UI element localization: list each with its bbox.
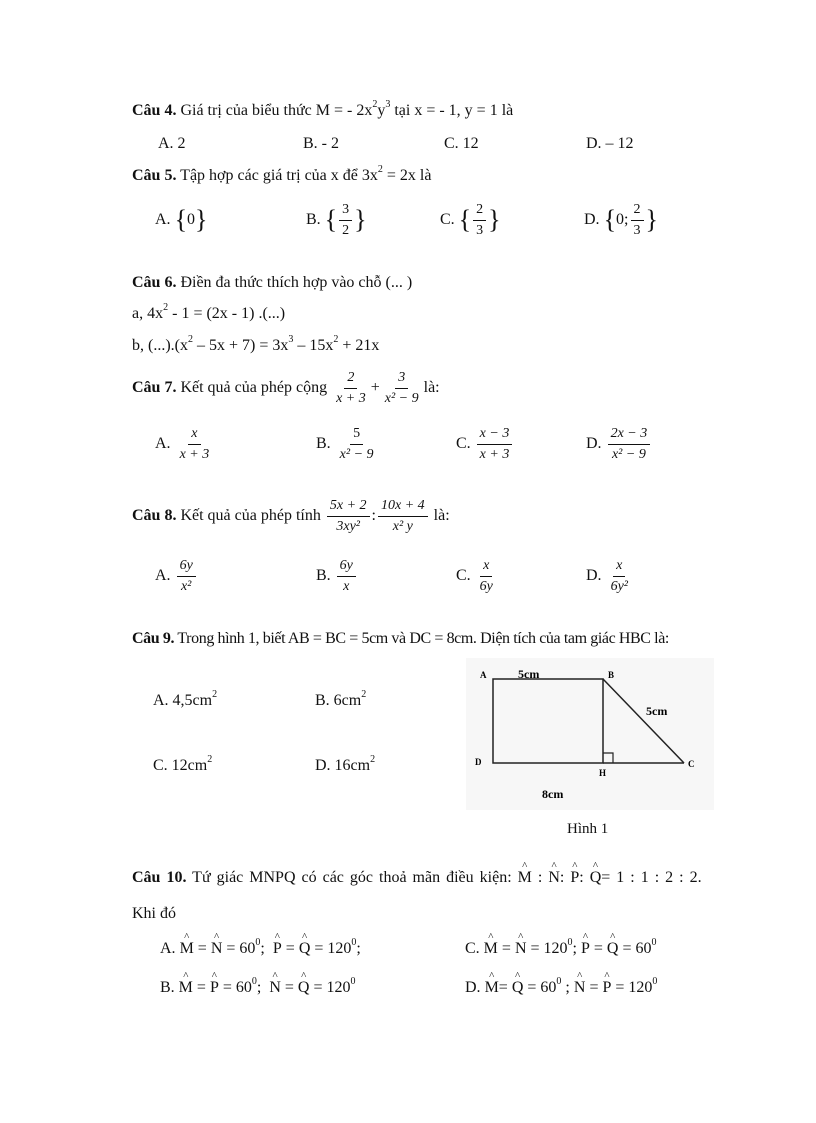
exponent: 2	[212, 689, 218, 700]
plus-sign: +	[370, 379, 380, 396]
denominator: x² − 9	[339, 446, 374, 462]
point-label-c: C	[688, 759, 695, 769]
angle-q: ^ Q	[607, 940, 619, 958]
fraction	[337, 426, 377, 463]
fraction	[337, 558, 356, 595]
numerator: x	[613, 558, 625, 577]
brace-right: }	[488, 205, 501, 234]
numerator: 3	[339, 202, 352, 221]
option-c: C. ^ M = ^ $N = 120^0$; ^ P = ^ $Q = 60^0$	[465, 940, 657, 958]
angle-m: ^ M	[518, 869, 532, 887]
denominator: x²	[180, 578, 192, 594]
angle-value: 120	[327, 940, 352, 957]
numerator: 2	[473, 202, 486, 221]
option-letter: D.	[586, 435, 602, 452]
option-letter: C.	[456, 435, 471, 452]
length-label-bc: 5cm	[646, 704, 668, 718]
fraction	[339, 202, 352, 239]
rectangle-abhd	[493, 679, 603, 763]
option-letter: C.	[456, 567, 471, 584]
length-label-ab: 5cm	[518, 667, 540, 681]
geometry-figure	[466, 658, 714, 810]
exponent: 2	[187, 334, 193, 345]
brace-left: {	[603, 205, 617, 234]
angle-n: ^ N	[515, 940, 527, 958]
brace-left: {	[458, 205, 472, 234]
exponent: 3	[288, 334, 294, 345]
numerator: 2	[631, 202, 644, 221]
degree: 0	[351, 937, 357, 948]
numerator: x	[480, 558, 492, 577]
brace-right: }	[195, 205, 208, 234]
question-10	[132, 869, 702, 887]
question-4-text-tail: tại x = - 1, y = 1 là	[390, 102, 514, 119]
angle-n: ^ N	[211, 940, 223, 958]
question-9-text: Trong hình 1, biết AB = BC = 5cm và DC = 8cm. Diện tích của tam giác HBC là:	[177, 630, 669, 647]
question-5-label: Câu 5.	[132, 167, 177, 184]
denominator: x + 3	[336, 390, 366, 406]
brace-right: }	[354, 205, 367, 234]
set-value: 0	[187, 211, 196, 228]
option-letter: B.	[316, 435, 331, 452]
option-a	[155, 200, 208, 240]
numerator: x − 3	[477, 426, 513, 445]
question-9	[132, 630, 669, 648]
denominator: 2	[342, 222, 350, 238]
fraction	[382, 370, 422, 407]
option-text: B. 6cm	[315, 692, 362, 709]
option-letter: B.	[306, 211, 321, 228]
question-8-tail: là:	[433, 507, 450, 524]
fraction	[477, 558, 496, 595]
angle-value: 120	[543, 940, 568, 957]
part-b-text-mid: – 5x + 7) = 3x	[192, 337, 289, 354]
denominator: x + 3	[179, 446, 210, 462]
option-letter: A.	[155, 211, 171, 228]
ratio-colon: :	[579, 869, 584, 886]
option-b: B. - 2	[303, 135, 339, 152]
angle-q: ^ Q	[512, 979, 524, 997]
question-5	[132, 164, 432, 185]
option-c	[440, 200, 501, 240]
brace-left: {	[324, 205, 338, 234]
denominator: x + 3	[479, 446, 510, 462]
angle-n: ^ N	[548, 869, 560, 887]
denominator: 6y²	[610, 578, 628, 594]
option-letter: D.	[465, 979, 481, 996]
exponent: 2	[333, 334, 339, 345]
degree: 0	[350, 976, 356, 987]
question-5-text-tail: = 2x là	[382, 167, 432, 184]
option-d	[584, 200, 658, 240]
angle-p: ^ P	[602, 979, 611, 997]
degree: 0	[556, 976, 562, 987]
exponent: 2	[377, 164, 383, 175]
point-label-b: B	[608, 670, 615, 680]
numerator: 5	[350, 426, 363, 445]
option-b	[316, 423, 379, 465]
question-10-text: Tứ giác MNPQ có các góc thoả mãn điều kiện:	[192, 869, 512, 886]
numerator: x	[188, 426, 200, 445]
option-letter: D.	[586, 567, 602, 584]
question-7-tail: là:	[423, 379, 440, 396]
option-letter: A.	[155, 567, 171, 584]
denominator: x² y	[392, 518, 413, 534]
fraction	[327, 498, 370, 535]
question-6-text: Điền đa thức thích hợp vào chỗ (... )	[180, 274, 413, 291]
angle-m: ^ M	[484, 940, 498, 958]
fraction	[177, 558, 196, 595]
option-text: C. 12cm	[153, 757, 208, 774]
numerator: 2x − 3	[608, 426, 651, 445]
question-6-part-a	[132, 302, 286, 323]
part-b-text-mid2: – 15x	[293, 337, 334, 354]
length-label-dc: 8cm	[542, 787, 564, 801]
question-8-text: Kết quả của phép tính	[180, 507, 321, 524]
question-7-text: Kết quả của phép cộng	[180, 379, 328, 396]
option-c	[456, 555, 498, 597]
fraction	[608, 558, 631, 595]
option-a	[153, 689, 218, 710]
option-a	[155, 555, 198, 597]
option-b	[316, 555, 358, 597]
colon-sign: :	[371, 507, 376, 524]
degree: 0	[567, 937, 573, 948]
denominator: 3	[476, 222, 484, 238]
question-6-part-b	[132, 334, 380, 355]
option-letter: B.	[316, 567, 331, 584]
option-d	[586, 423, 652, 465]
degree: 0	[651, 937, 657, 948]
ratio-values: = 1 : 1 : 2 : 2.	[601, 869, 702, 886]
question-7-label: Câu 7.	[132, 379, 177, 396]
numerator: 5x + 2	[327, 498, 370, 517]
denominator: 3	[633, 222, 641, 238]
brace-right: }	[645, 205, 658, 234]
angle-n: ^ N	[574, 979, 586, 997]
numerator: 6y	[337, 558, 356, 577]
ratio-colon: :	[559, 869, 565, 886]
option-a	[155, 423, 214, 465]
fraction	[608, 426, 651, 463]
question-6-label: Câu 6.	[132, 274, 177, 291]
denominator: x	[343, 578, 350, 594]
exponent: 3	[385, 99, 391, 110]
option-a: A. ^ M = ^ $N = 60^0$; ^ P = ^ $Q = 120^0$;	[160, 940, 361, 958]
question-4-text-mid: y	[377, 102, 386, 119]
option-d: D. ^ M= ^ $Q = 60^0$ ; ^ N = ^ $P = 120^0$	[465, 979, 657, 997]
point-label-a: A	[480, 670, 487, 680]
question-4-label: Câu 4.	[132, 102, 177, 119]
option-b: B. ^ M = ^ $P = 60^0$; ^ N = ^ $Q = 120^0$	[160, 979, 356, 997]
figure-caption: Hình 1	[567, 821, 609, 837]
question-4	[132, 99, 514, 120]
brace-left: {	[174, 205, 188, 234]
exponent: 2	[370, 754, 376, 765]
exponent: 2	[372, 99, 378, 110]
option-text: D. 16cm	[315, 757, 371, 774]
angle-value: 60	[239, 940, 256, 957]
angle-p: ^ P	[581, 940, 590, 958]
part-a-text: a, 4x	[132, 305, 164, 322]
question-8-label: Câu 8.	[132, 507, 177, 524]
angle-q: ^ Q	[298, 979, 310, 997]
option-d	[586, 555, 633, 597]
right-angle-mark	[603, 753, 613, 763]
question-5-text: Tập hợp các giá trị của x để 3x	[180, 167, 378, 184]
option-text: A. 4,5cm	[153, 692, 213, 709]
question-6	[132, 274, 412, 292]
option-a: A. 2	[158, 135, 186, 152]
degree: 0	[255, 937, 261, 948]
exponent: 2	[361, 689, 367, 700]
angle-m: ^ M	[180, 940, 194, 958]
fraction	[177, 426, 213, 463]
angle-m: ^ M	[179, 979, 193, 997]
denominator: x² − 9	[611, 446, 646, 462]
angle-n: ^ N	[269, 979, 281, 997]
fraction	[631, 202, 644, 239]
option-d	[315, 754, 376, 775]
option-letter: D.	[584, 211, 600, 228]
numerator: 2	[344, 370, 357, 389]
segment-bc	[603, 679, 684, 763]
option-c	[153, 754, 213, 775]
option-c	[456, 423, 514, 465]
point-label-d: D	[475, 757, 482, 767]
exponent: 2	[207, 754, 213, 765]
exponent: 2	[163, 302, 169, 313]
question-9-label: Câu 9.	[132, 630, 175, 647]
angle-p: ^ P	[210, 979, 219, 997]
question-8	[132, 493, 450, 539]
fraction	[333, 370, 369, 407]
numerator: 6y	[177, 558, 196, 577]
angle-value: 60	[540, 979, 557, 996]
question-10-text2: Khi đó	[132, 905, 176, 922]
question-10-label: Câu 10.	[132, 869, 187, 886]
numerator: 10x + 4	[378, 498, 428, 517]
option-letter: C.	[465, 940, 480, 957]
angle-p: ^ P	[570, 869, 579, 887]
angle-value: 60	[635, 940, 652, 957]
option-d: D. – 12	[586, 135, 634, 152]
angle-m: ^ M	[485, 979, 499, 997]
option-letter: A.	[160, 940, 176, 957]
option-letter: A.	[155, 435, 171, 452]
option-letter: C.	[440, 211, 455, 228]
part-a-text-tail: - 1 = (2x - 1) .(...)	[168, 305, 286, 322]
denominator: 6y	[479, 578, 493, 594]
angle-value: 120	[326, 979, 351, 996]
point-label-h: H	[599, 768, 607, 778]
part-b-text-tail: + 21x	[338, 337, 380, 354]
option-c: C. 12	[444, 135, 479, 152]
option-b	[306, 200, 367, 240]
angle-q: ^ Q	[299, 940, 311, 958]
question-4-text: Giá trị của biểu thức M = - 2x	[180, 102, 373, 119]
part-b-text: b, (...).(x	[132, 337, 188, 354]
denominator: 3xy²	[336, 518, 360, 534]
fraction	[477, 426, 513, 463]
degree: 0	[652, 976, 658, 987]
ratio-colon: :	[537, 869, 543, 886]
angle-q: ^ Q	[590, 869, 602, 887]
option-letter: B.	[160, 979, 175, 996]
denominator: x² − 9	[384, 390, 419, 406]
option-b	[315, 689, 367, 710]
angle-value: 120	[628, 979, 653, 996]
question-7	[132, 367, 440, 409]
angle-p: ^ P	[273, 940, 282, 958]
numerator: 3	[395, 370, 408, 389]
fraction	[473, 202, 486, 239]
fraction	[378, 498, 428, 535]
angle-value: 60	[235, 979, 252, 996]
set-value: 0;	[616, 211, 629, 228]
degree: 0	[251, 976, 257, 987]
